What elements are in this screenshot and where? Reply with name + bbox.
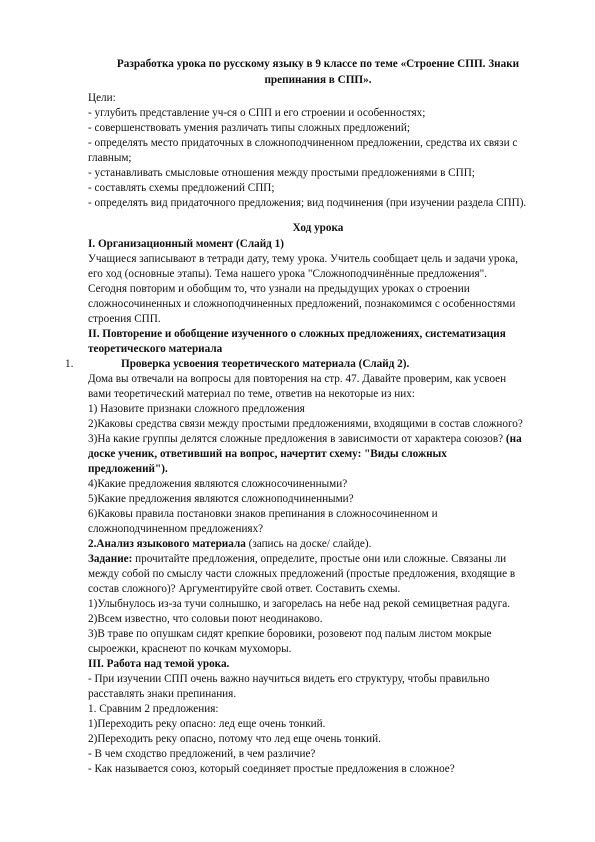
goal-line: - устанавливать смысловые отношения между простыми предложениями в СПП; <box>88 167 475 179</box>
question-4: 4)Какие предложения являются сложносочиненными? <box>88 478 348 490</box>
item-1-line: Дома вы отвечали на вопросы для повторения на стр. 47. Давайте проверим, как усвоен <box>88 373 507 385</box>
item-1-line: вами теоретический материал по теме, ответив на некоторые из них: <box>88 388 415 400</box>
task-line: состав сложного)? Аргументируйте свой ответ. Составить схемы. <box>88 583 401 595</box>
title-line-1: Разработка урока по русскому языку в 9 классе по теме «Строение СПП. Знаки <box>116 58 520 70</box>
question-2: 2)Каковы средства связи между простыми предложениями, входящими в состав сложного? <box>88 418 523 430</box>
task-line: между собой по смыслу части сложных предложений (простые предложения, входящие в <box>88 568 516 580</box>
item-1-title: Проверка усвоения теоретического материала (Слайд 2). <box>121 358 410 370</box>
section-3-question: - В чем сходство предложений, в чем различие? <box>88 748 316 760</box>
section-3-line: 1. Сравним 2 предложения: <box>88 703 219 715</box>
item-2-title-text: 2.Анализ языкового материала <box>88 538 246 550</box>
question-6-cont: сложноподчиненном предложениях? <box>88 523 264 535</box>
question-3-text: 3)На какие группы делятся сложные предложения в зависимости от характера союзов? <box>88 433 504 445</box>
lesson-heading: Ход урока <box>292 222 344 234</box>
section-2-title: II. Повторение и обобщение изученного о сложных предложениях, систематизация <box>88 328 506 340</box>
goal-line: - углубить представление уч-ся о СПП и его строении и особенностях; <box>88 107 426 119</box>
goal-line: - определять место придаточных в сложноподчиненном предложении, средства их связи с <box>88 137 518 149</box>
example-sentence-1: 1)Улыбнулось из-за тучи солнышко, и загорелась на небе над рекой семицветная радуга. <box>88 598 510 610</box>
section-1-line: Учащиеся записывают в тетради дату, тему урока. Учитель сообщает цель и задачи урока, <box>88 253 519 265</box>
item-1-number: 1. <box>65 358 74 370</box>
section-1-line: строения СПП. <box>88 313 161 325</box>
task-line <box>88 552 506 566</box>
compare-sentence-1: 1)Переходить реку опасно: лед еще очень тонкий. <box>88 718 326 730</box>
question-5: 5)Какие предложения являются сложноподчиненными? <box>88 493 354 505</box>
section-3-question: - Как называется союз, который соединяет простые предложения в сложное? <box>88 763 455 775</box>
item-2-title <box>88 537 371 551</box>
goal-line: - совершенствовать умения различать типы сложных предложений; <box>88 122 410 134</box>
example-sentence-3: 3)В траве по опушкам сидят крепкие боровики, розовеют под палым листом мокрые <box>88 628 492 640</box>
example-sentence-2: 2)Всем известно, что соловьи поют неодинаково. <box>88 613 323 625</box>
section-1-line: сложносочиненных и сложноподчиненных предложений, познакомимся с особенностями <box>88 298 516 310</box>
question-1: 1) Назовите признаки сложного предложения <box>88 403 305 415</box>
question-6: 6)Каковы правила постановки знаков препинания в сложносочиненном и <box>88 508 438 520</box>
task-label: Задание: <box>88 553 133 565</box>
section-3-line: - При изучении СПП очень важно научиться видеть его структуру, чтобы правильно <box>88 673 490 685</box>
question-3-note-line: доске ученик, ответивший на вопрос, начертит схему: "Виды сложных <box>88 448 447 460</box>
section-1-line: его ход (основные этапы). Тема нашего урока "Сложноподчинённые предложения". <box>88 268 487 280</box>
section-1-line: Сегодня повторим и обобщим то, что узнали на предыдущих уроках о строении <box>88 283 470 295</box>
section-3-line: расставлять знаки препинания. <box>88 688 237 700</box>
task-text: прочитайте предложения, определите, простые они или сложные. Связаны ли <box>132 553 507 565</box>
goals-heading: Цели: <box>88 92 116 104</box>
item-2-title-note: (запись на доске/ слайде). <box>245 538 372 550</box>
question-3 <box>88 432 522 446</box>
question-3-note-line: предложений"). <box>88 463 168 475</box>
section-2-title-cont: теоретического материала <box>88 343 223 355</box>
title-line-2: препинания в СПП». <box>264 74 372 86</box>
compare-sentence-2: 2)Переходить реку опасно, потому что лед еще очень тонкий. <box>88 733 381 745</box>
goal-line: - определять вид придаточного предложения; вид подчинения (при изучении раздела СПП). <box>88 197 527 209</box>
document-title <box>88 56 548 88</box>
question-3-note: (на <box>503 433 522 445</box>
goal-line: - составлять схемы предложений СПП; <box>88 182 275 194</box>
goal-line: главным; <box>88 152 132 164</box>
section-1-title: I. Организационный момент (Слайд 1) <box>88 238 284 250</box>
section-3-title: III. Работа над темой урока. <box>88 658 230 670</box>
example-sentence-3-cont: сыроежки, краснеют по кочкам мухоморы. <box>88 643 292 655</box>
